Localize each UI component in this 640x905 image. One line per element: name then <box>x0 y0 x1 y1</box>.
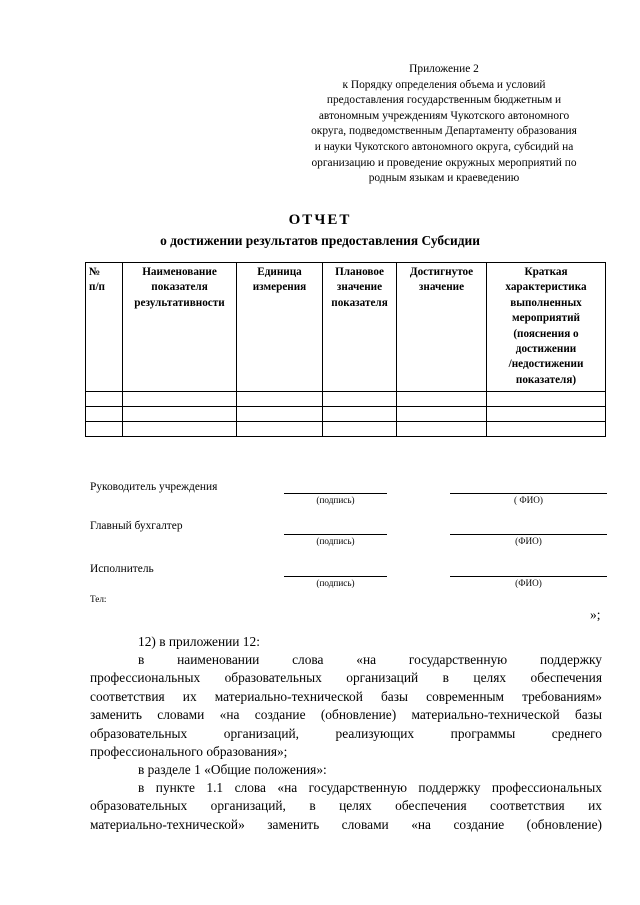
appendix-line: округа, подведомственным Департаменту образования <box>311 125 577 138</box>
table-cell[interactable] <box>397 392 487 407</box>
table-cell[interactable] <box>123 422 237 437</box>
report-subtitle: о достижении результатов предоставления Субсидии <box>160 233 480 248</box>
paragraph-line: образовательных организаций, реализующих программы среднего <box>90 725 602 741</box>
paragraph-line: в наименовании слова «на государственную поддержку <box>138 652 602 667</box>
table-cell[interactable] <box>487 392 606 407</box>
appendix-line: предоставления государственным бюджетным и <box>326 94 562 107</box>
paragraph-line: профессионального образования»; <box>90 744 288 760</box>
signature-label-head: Руководитель учреждения <box>90 481 218 493</box>
signature-line-head[interactable] <box>284 493 387 494</box>
table-cell[interactable] <box>487 422 606 437</box>
table-row <box>86 422 606 437</box>
appendix-line: организацию и проведение окружных мероприятий по <box>311 156 577 169</box>
appendix-line: Приложение 2 <box>409 63 479 75</box>
paragraph-naming <box>90 651 602 761</box>
signature-label-executor: Исполнитель <box>90 563 154 575</box>
table-row <box>86 392 606 407</box>
appendix-header <box>268 62 620 187</box>
table-cell[interactable] <box>123 392 237 407</box>
name-hint-executor: (ФИО) <box>515 578 542 588</box>
paragraph-line: материально-технической» заменить словами «на создание (обновление) <box>90 816 602 832</box>
column-header-planned: Плановое значение показателя <box>323 263 397 392</box>
table-cell[interactable] <box>86 407 123 422</box>
sign-hint-executor: (подпись) <box>316 578 355 588</box>
column-header-achieved: Достигнутое значение <box>397 263 487 392</box>
appendix-line: и науки Чукотского автономного округа, субсидий на <box>314 140 574 153</box>
table-cell[interactable] <box>237 392 323 407</box>
column-header-number: № п/п <box>86 263 123 392</box>
table-header-row <box>86 263 606 392</box>
signature-line-executor[interactable] <box>284 576 387 577</box>
column-header-description: Краткая характеристика выполненных мероприятий (пояснения о достижении /недостижении показателя) <box>487 263 606 392</box>
paragraph-line: в пункте 1.1 слова «на государственную поддержку профессиональных <box>138 780 602 795</box>
table-cell[interactable] <box>323 422 397 437</box>
report-table <box>85 262 606 437</box>
appendix-line: автономным учреждениям Чукотского автономного <box>318 109 570 122</box>
paragraph-line: заменить словами «на создание (обновление) материально-технической базы <box>90 707 602 723</box>
appendix-line: к Порядку определения объема и условий <box>342 78 546 91</box>
table-cell[interactable] <box>397 407 487 422</box>
name-line-head[interactable] <box>450 493 607 494</box>
sign-hint-head: (подпись) <box>316 495 355 505</box>
paragraph-line: образовательных организаций, в целях обеспечения соответствия их <box>90 798 602 814</box>
name-hint-head: ( ФИО) <box>514 495 543 505</box>
section-1-heading: в разделе 1 «Общие положения»: <box>138 762 327 777</box>
table-cell[interactable] <box>487 407 606 422</box>
phone-label: Тел: <box>90 594 107 604</box>
table-cell[interactable] <box>237 407 323 422</box>
closing-quote: »; <box>590 607 601 622</box>
table-cell[interactable] <box>397 422 487 437</box>
name-line-executor[interactable] <box>450 576 607 577</box>
paragraph-point <box>90 779 602 834</box>
paragraph-line: профессиональных образовательных организаций в целях обеспечения <box>90 670 602 686</box>
column-header-unit: Единица измерения <box>237 263 323 392</box>
column-header-indicator: Наименование показателя результативности <box>123 263 237 392</box>
table-cell[interactable] <box>86 422 123 437</box>
amendment-item-12: 12) в приложении 12: <box>138 634 260 649</box>
report-title: ОТЧЕТ <box>288 212 352 228</box>
signature-label-accountant: Главный бухгалтер <box>90 520 183 532</box>
table-cell[interactable] <box>123 407 237 422</box>
name-line-accountant[interactable] <box>450 534 607 535</box>
sign-hint-accountant: (подпись) <box>316 536 355 546</box>
signature-line-accountant[interactable] <box>284 534 387 535</box>
name-hint-accountant: (ФИО) <box>515 536 542 546</box>
appendix-line: родным языкам и краеведению <box>368 172 520 185</box>
table-cell[interactable] <box>237 422 323 437</box>
paragraph-line: соответствия их материально-технической базы современным требованиям» <box>90 688 602 704</box>
table-cell[interactable] <box>323 407 397 422</box>
table-cell[interactable] <box>86 392 123 407</box>
table-cell[interactable] <box>323 392 397 407</box>
table-row <box>86 407 606 422</box>
